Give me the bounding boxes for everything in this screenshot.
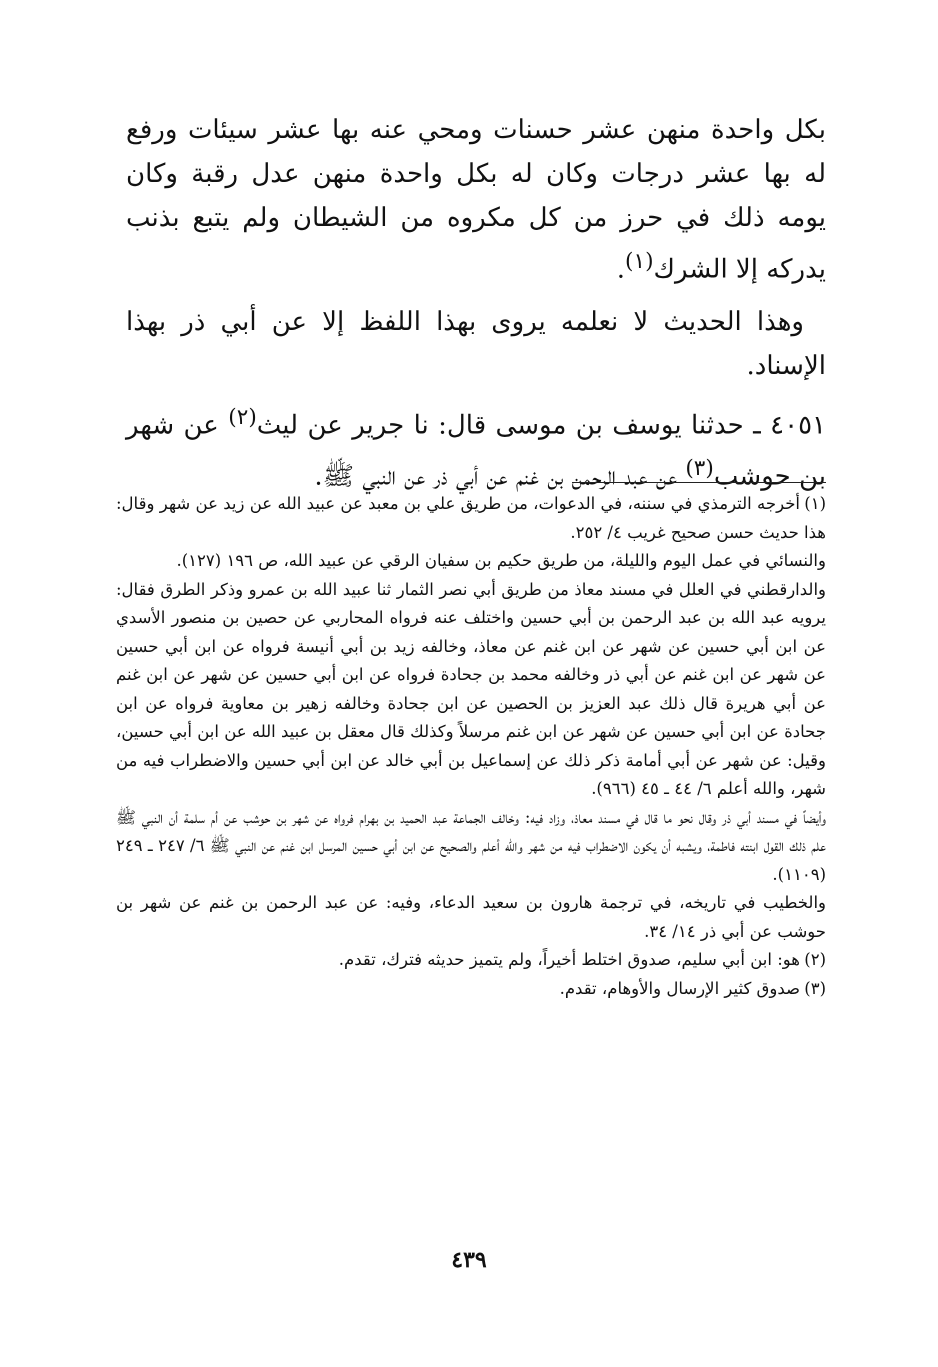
hadith-chain-a: حدثنا يوسف بن موسى قال: نا جرير عن ليث bbox=[256, 410, 744, 441]
paragraph-hadith-text bbox=[126, 108, 826, 292]
hadith-chain-b: عن شهر بن حوشب bbox=[126, 410, 826, 492]
hadith-number: ٤٠٥١ ـ bbox=[753, 410, 826, 441]
footnote-1-line: والخطيب في تاريخه، في ترجمة هارون بن سعيد الدعاء، وفيه: عن عبد الرحمن بن غنم عن شهر بن حوشب عن أبي ذر ١٤/ ٣٤. bbox=[116, 893, 826, 941]
hadith-chain-c: عن عبد الرحمن بن غنم عن أبي ذر عن النبي ﷺ. bbox=[314, 461, 678, 492]
footnote-1-line: وأيضاً في مسند أبي ذر وقال نحو ما قال في مسند معاذ، وزاد فيه: وخالف الجماعة عبد الحميد بن بهرام فرواه عن شهر بن حوشب عن أم سلمة أن النبي ﷺ علم ذلك القول ابنته فاطمة، ويشبه أن يكون الاضطراب فيه من شهر والله أعلم والصحيح عن ابن أبي حسين المرسل ابن غنم عن النبي ﷺ ٦/ ٢٤٧ ـ ٢٤٩ (١١٠٩). bbox=[116, 807, 827, 884]
footnote-ref-1: (١) bbox=[625, 249, 654, 274]
footnote-1 bbox=[116, 490, 826, 547]
footnote-1-line: والنسائي في عمل اليوم والليلة، من طريق حكيم بن سفيان الرقي عن عبيد الله، ص ١٩٦ (١٢٧). bbox=[176, 551, 826, 570]
main-text bbox=[126, 108, 826, 499]
footnote-divider bbox=[572, 482, 826, 483]
footnote-1-number: (١) bbox=[804, 494, 826, 513]
footnote-ref-2: (٢) bbox=[228, 404, 257, 430]
footnote-1-line: والدارقطني في العلل في مسند معاذ من طريق أبي نصر الثمار ثنا عبيد الله بن عمرو وذكر الطرق فقال: يرويه عبد الله بن عبد الرحمن بن أبي حسين واختلف عنه فرواه المحاربي عن حصين بن منصور الأسدي عن ابن أبي حسين عن شهر عن ابن غنم عن معاذ، وخالفه زيد بن أبي أنيسة فرواه عن ابن أبي حسين عن شهر عن ابن غنم عن أبي ذر وخالفه محمد بن جحادة فرواه عن ابن أبي حسين عن شهر عن ابن غنم عن أبي هريرة قال ذلك عبد العزيز بن الحصين عن ابن جحادة وخالفه زهير بن معاوية فرواه عن ابن جحادة عن ابن أبي حسين عن شهر عن ابن غنم مرسلاً وكذلك قال معقل بن عبيد الله عن ابن أبي حسين، وقيل: عن شهر عن أبي أمامة ذكر ذلك عن إسماعيل بن أبي خالد عن ابن أبي حسين والاضطراب فيه من شهر، والله أعلم ٦/ ٤٤ ـ ٤٥ (٩٦٦). bbox=[116, 579, 826, 798]
footnote-3-text: صدوق كثير الإرسال والأوهام، تقدم. bbox=[559, 978, 800, 998]
footnote-1-line: أخرجه الترمذي في سننه، في الدعوات، من طريق علي بن معبد عن عبيد الله عن زيد عن شهر وقال: هذا حديث حسن صحيح غريب ٤/ ٢٥٢. bbox=[116, 494, 826, 542]
footnote-2-text: هو: ابن أبي سليم، صدوق اختلط أخيراً، ولم يتميز حديثه فترك، تقدم. bbox=[338, 950, 800, 969]
footnote-2-number: (٢) bbox=[804, 950, 826, 969]
footnote-2 bbox=[116, 946, 826, 975]
paragraph-text: بكل واحدة منهن عشر حسنات ومحي عنه بها عشر سيئات ورفع له بها عشر درجات وكان له بكل واحدة منهن عدل رقبة وكان يومه ذلك في حرز من كل مكروه من الشيطان ولم يتبع بذنب يدركه إلا الشرك bbox=[126, 115, 826, 285]
footnote-ref-3: (٣) bbox=[685, 456, 714, 482]
paragraph-end: . bbox=[616, 254, 625, 285]
hadith-entry bbox=[126, 396, 826, 499]
footnotes bbox=[116, 490, 826, 1003]
page-number: ٤٣٩ bbox=[451, 1247, 487, 1273]
footnote-3-number: (٣) bbox=[804, 978, 826, 998]
paragraph-comment: وهذا الحديث لا نعلمه يروى بهذا اللفظ إلا عن أبي ذر بهذا الإسناد. bbox=[126, 306, 826, 381]
footnote-3 bbox=[116, 975, 826, 1004]
